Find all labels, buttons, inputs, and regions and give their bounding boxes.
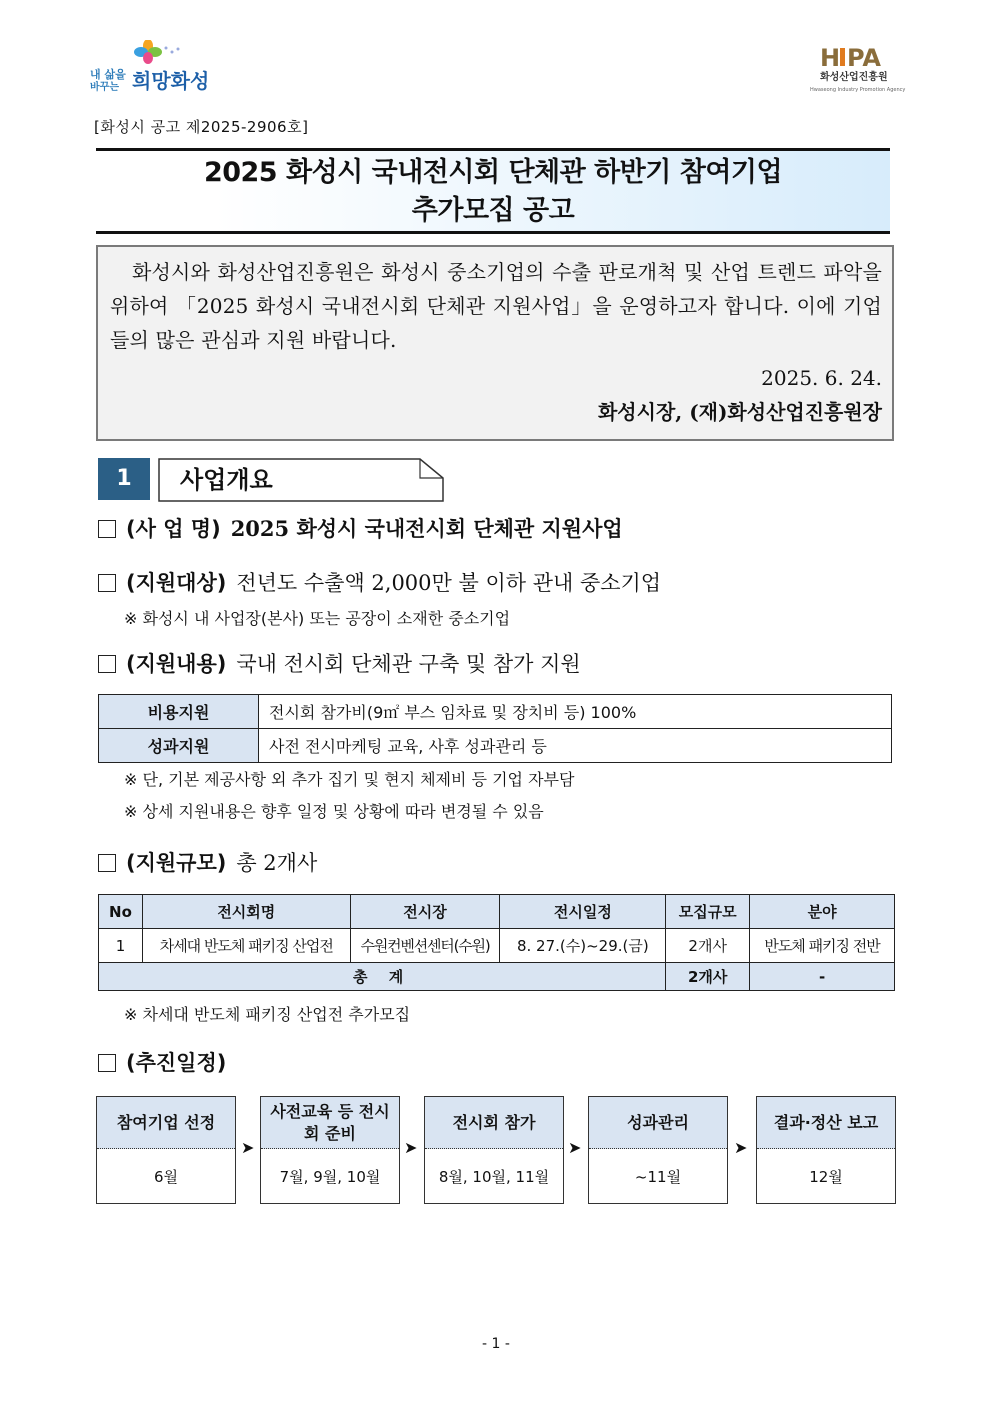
svg-text:H: H — [820, 44, 841, 72]
table-cell: 차세대 반도체 패키징 산업전 — [142, 929, 350, 963]
column-header: No — [99, 895, 143, 929]
item-support-scale — [98, 848, 317, 878]
item-support-target — [98, 568, 661, 598]
svg-text:내 삶을: 내 삶을 — [90, 68, 126, 81]
item-key: (지원내용) — [126, 652, 227, 676]
column-header: 전시회명 — [142, 895, 350, 929]
item-support-content — [98, 649, 581, 679]
table-total-row — [99, 963, 895, 991]
total-value: 2개사 — [666, 963, 750, 991]
item-business-name — [98, 514, 623, 544]
item-key: (추진일정) — [126, 1051, 227, 1075]
svg-text:희망화성: 희망화성 — [132, 69, 210, 93]
column-header: 분야 — [750, 895, 895, 929]
table-row — [99, 695, 892, 729]
table-cell: 사전 전시마케팅 교육, 사후 성과관리 등 — [259, 729, 892, 763]
item-schedule — [98, 1048, 236, 1078]
document-title — [96, 148, 890, 234]
scale-note: ※ 차세대 반도체 패키징 산업전 추가모집 — [124, 1005, 411, 1024]
svg-text:PA: PA — [847, 44, 881, 72]
schedule-step — [756, 1096, 896, 1204]
schedule-step — [424, 1096, 564, 1204]
support-content-table — [98, 694, 892, 763]
hipa-logo — [800, 44, 910, 96]
arrow-right-icon: ➤ — [568, 1138, 582, 1157]
checkbox-square-icon — [98, 1054, 116, 1072]
step-title: 참여기업 선정 — [97, 1097, 235, 1149]
table-cell: 8. 27.(수)~29.(금) — [500, 929, 666, 963]
intro-paragraph: 화성시와 화성산업진흥원은 화성시 중소기업의 수출 판로개척 및 산업 트렌드 파악을 위하여 「2025 화성시 국내전시회 단체관 지원사업」을 운영하고자 합니다. 이에 기업들의 많은 관심과 지원 바랍니다. — [110, 260, 882, 352]
table-row — [99, 929, 895, 963]
checkbox-square-icon — [98, 655, 116, 673]
item-value: 전년도 수출액 2,000만 불 이하 관내 중소기업 — [236, 571, 662, 595]
section-number: 1 — [98, 458, 150, 500]
item-key: (사 업 명) — [126, 517, 221, 541]
table-cell: 수원컨벤션센터(수원) — [350, 929, 500, 963]
signature: 화성시장, (재)화성산업진흥원장 — [597, 400, 882, 424]
step-value: ~11월 — [634, 1167, 682, 1186]
title-line-1: 2025 화성시 국내전시회 단체관 하반기 참여기업 — [203, 157, 783, 188]
schedule-step — [588, 1096, 728, 1204]
checkbox-square-icon — [98, 854, 116, 872]
target-note: ※ 화성시 내 사업장(본사) 또는 공장이 소재한 중소기업 — [124, 609, 511, 628]
svg-text:Hwaseong Industry Promotion Ag: Hwaseong Industry Promotion Agency — [810, 87, 906, 93]
table-cell: 성과지원 — [99, 729, 259, 763]
svg-text:바꾸는: 바꾸는 — [90, 82, 119, 93]
checkbox-square-icon — [98, 520, 116, 538]
item-key: (지원규모) — [126, 851, 227, 875]
intro-box — [96, 245, 894, 441]
announcement-date: 2025. 6. 24. — [761, 366, 882, 390]
table-cell: 비용지원 — [99, 695, 259, 729]
step-title: 결과·정산 보고 — [757, 1097, 895, 1149]
hwaseong-city-logo — [88, 40, 218, 95]
table-cell: 1 — [99, 929, 143, 963]
content-note-2: ※ 상세 지원내용은 향후 일정 및 상황에 따라 변경될 수 있음 — [124, 802, 544, 821]
table-cell: 전시회 참가비(9㎡ 부스 임차료 및 장치비 등) 100% — [259, 695, 892, 729]
step-title: 전시회 참가 — [425, 1097, 563, 1149]
item-value: 국내 전시회 단체관 구축 및 참가 지원 — [236, 652, 581, 676]
svg-text:화성산업진흥원: 화성산업진흥원 — [820, 72, 888, 83]
arrow-right-icon: ➤ — [241, 1138, 255, 1157]
table-cell: 2개사 — [666, 929, 750, 963]
column-header: 전시일정 — [500, 895, 666, 929]
content-note-1: ※ 단, 기본 제공사항 외 추가 집기 및 현지 체제비 등 기업 자부담 — [124, 770, 575, 789]
schedule-step — [260, 1096, 400, 1204]
column-header: 모집규모 — [666, 895, 750, 929]
total-label: 총 계 — [99, 963, 666, 991]
step-title: 사전교육 등 전시회 준비 — [261, 1097, 399, 1149]
title-line-2: 추가모집 공고 — [411, 195, 575, 226]
step-title: 성과관리 — [589, 1097, 727, 1149]
table-cell: 반도체 패키징 전반 — [750, 929, 895, 963]
item-value: 총 2개사 — [236, 851, 318, 875]
support-scale-table — [98, 894, 895, 991]
step-value: 7월, 9월, 10월 — [279, 1167, 381, 1186]
arrow-right-icon: ➤ — [734, 1138, 748, 1157]
step-value: 8월, 10월, 11월 — [438, 1167, 550, 1186]
column-header: 전시장 — [350, 895, 500, 929]
step-value: 6월 — [153, 1167, 179, 1186]
arrow-right-icon: ➤ — [404, 1138, 418, 1157]
table-header-row — [99, 895, 895, 929]
item-value: 2025 화성시 국내전시회 단체관 지원사업 — [230, 516, 623, 541]
schedule-step — [96, 1096, 236, 1204]
section-title: 사업개요 — [180, 466, 273, 494]
checkbox-square-icon — [98, 574, 116, 592]
total-field: - — [750, 963, 895, 991]
step-value: 12월 — [809, 1167, 843, 1186]
item-key: (지원대상) — [126, 571, 227, 595]
notice-number: [화성시 공고 제2025-2906호] — [94, 118, 309, 136]
page-number: - 1 - — [482, 1336, 510, 1352]
table-row — [99, 729, 892, 763]
